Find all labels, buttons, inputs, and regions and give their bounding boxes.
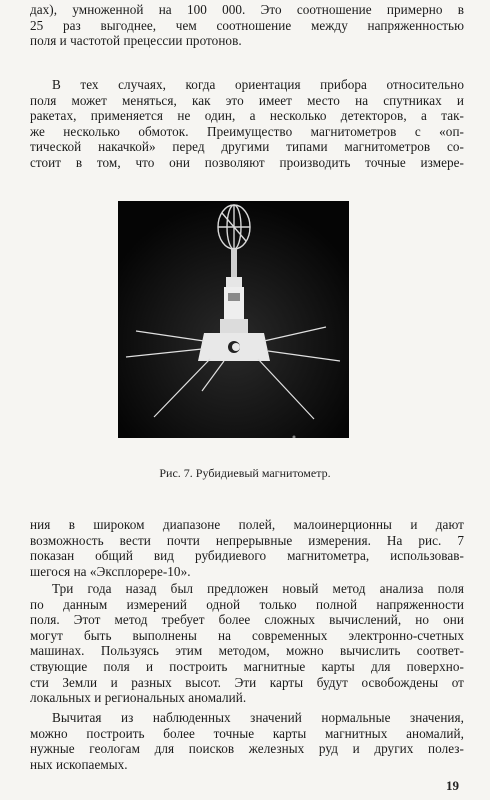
text-line: поля. Этот метод требует более сложных вычислений, но они xyxy=(30,612,464,628)
paragraph-1 xyxy=(30,2,464,49)
text-line: сти Земли и разных высот. Эти карты будут освобождены от xyxy=(30,674,464,690)
paragraph-4 xyxy=(30,581,464,706)
text-line: В тех случаях, когда ориентация прибора относительно xyxy=(52,77,464,92)
paragraph-5 xyxy=(30,710,464,772)
text-line: шегося на «Эксплорере-10». xyxy=(30,563,191,579)
figure-caption: Рис. 7. Рубидиевый магнитометр. xyxy=(159,466,331,480)
text-line: ракетах, применяется не один, а несколько детекторов, а так- xyxy=(30,108,464,124)
text-line: тической накачкой» перед другими типами магнитометров со- xyxy=(30,139,464,155)
text-line: ных ископаемых. xyxy=(30,756,128,772)
paragraph-3 xyxy=(30,517,464,579)
magnetometer-photo xyxy=(118,201,349,438)
text-line: по данным измерений одной только полной напряженности xyxy=(30,596,464,612)
text-line: поля и частотой прецессии протонов. xyxy=(30,33,242,49)
text-line: поля может меняться, как это имеет место на спутниках и xyxy=(30,92,464,108)
text-line: показан общий вид рубидиевого магнитометра, использовав- xyxy=(30,548,464,564)
text-line: машинах. Пользуясь этим методом, можно вычислить соответ- xyxy=(30,643,464,659)
page-number: 19 xyxy=(446,778,459,793)
text-line: ствующие поля и построить магнитные карты для поверхно- xyxy=(30,658,464,674)
text-line: 25 раз выгоднее, чем соотношение между напряженностью xyxy=(30,17,464,33)
text-line: можно построить более точные карты магнитных аномалий, xyxy=(30,725,464,741)
text-line: локальных и региональных аномалий. xyxy=(30,690,247,706)
text-line: Вычитая из наблюденных значений нормальные значения, xyxy=(52,710,464,725)
paragraph-2 xyxy=(30,77,464,171)
text-line: Три года назад был предложен новый метод анализа поля xyxy=(52,581,464,596)
text-line: возможность вести почти непрерывные измерения. На рис. 7 xyxy=(30,532,464,548)
text-line: стоит в том, что они позволяют производить точные измере- xyxy=(30,154,464,170)
text-line: же несколько обмоток. Преимущество магнитометров с «оп- xyxy=(30,123,464,139)
text-line: дах), умноженной на 100 000. Это соотношение примерно в xyxy=(30,2,464,17)
text-line: могут быть выполнены на современных электронно-счетных xyxy=(30,627,464,643)
text-line: нужные геологам для поисков железных руд и других полез- xyxy=(30,741,464,757)
text-line: ния в широком диапазоне полей, малоинерционны и дают xyxy=(30,517,464,532)
